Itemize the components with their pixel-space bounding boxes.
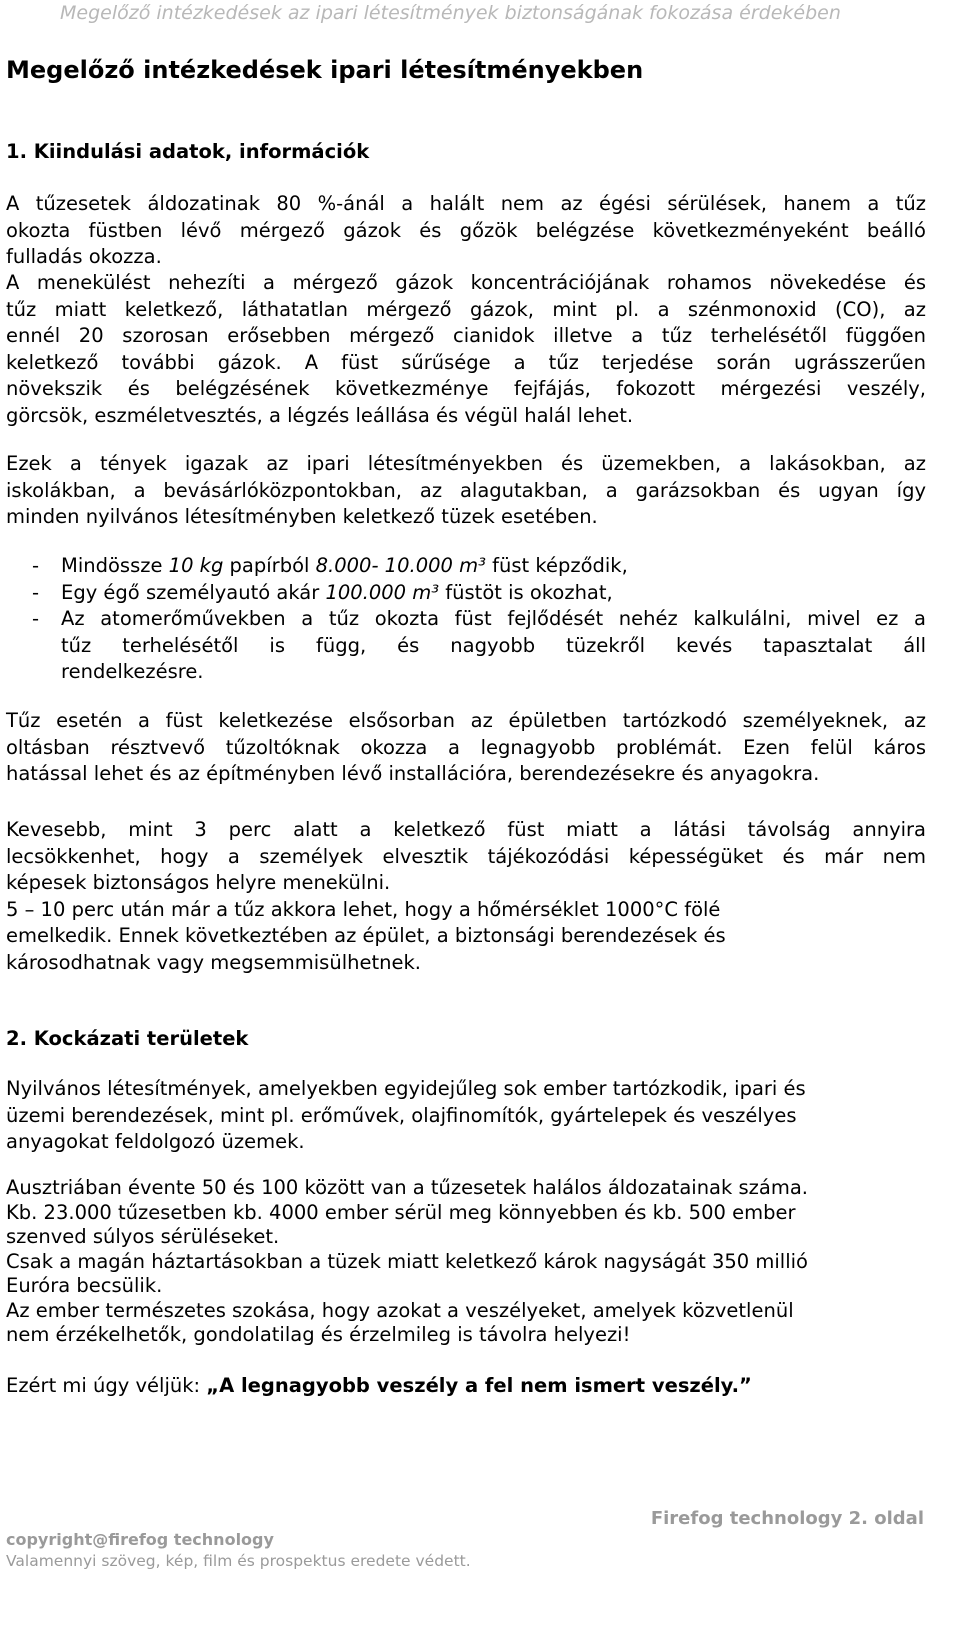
- text-line: Kevesebb, mint 3 perc alatt a keletkező füst miatt a látási távolság annyira: [6, 818, 926, 841]
- text-line: Az ember természetes szokása, hogy azokat a veszélyeket, amelyek közvetlenül: [6, 1298, 794, 1322]
- section-2-heading: 2. Kockázati területek: [6, 1027, 249, 1050]
- text-line: keletkező további gázok. A füst sűrűsége a tűz terjedése során ugrásszerűen: [6, 350, 926, 374]
- list-emphasis: 8.000- 10.000 m³: [315, 554, 486, 577]
- text-line: képesek biztonságos helyre menekülni.: [6, 871, 391, 894]
- text-line: rendelkezésre.: [61, 660, 204, 683]
- list-text: Mindössze: [61, 554, 169, 577]
- list-text: papírból: [223, 554, 316, 577]
- list-text: Egy égő személyautó akár: [61, 580, 326, 604]
- list-text: füstöt is okozhat,: [439, 580, 613, 604]
- section-1-paragraph-3: [6, 451, 926, 531]
- list-emphasis: 100.000 m³: [325, 580, 440, 604]
- list-item: [6, 606, 926, 686]
- text-line: A menekülést nehezíti a mérgező gázok koncentrációjának rohamos növekedése és: [6, 271, 926, 294]
- conclusion-statement: [6, 1374, 752, 1397]
- text-line: tűz miatt keletkező, láthatatlan mérgező gázok, mint pl. a szénmonoxid (CO), az: [6, 297, 926, 321]
- text-line: Euróra becsülik.: [6, 1274, 163, 1297]
- section-1-heading: 1. Kiindulási adatok, információk: [6, 140, 370, 163]
- text-line: minden nyilvános létesítményben keletkező tüzek esetében.: [6, 505, 598, 528]
- text-line: Ausztriában évente 50 és 100 között van a tűzesetek halálos áldozatainak száma.: [6, 1176, 808, 1199]
- footer-note: Valamennyi szöveg, kép, film és prospektus eredete védett.: [6, 1552, 471, 1570]
- list-emphasis: 10 kg: [168, 554, 224, 577]
- section-1-paragraph-1: [6, 191, 926, 271]
- text-line: nem érzékelhetők, gondolatilag és érzelmileg is távolra helyezi!: [6, 1323, 631, 1346]
- text-line: Tűz esetén a füst keletkezése elsősorban az épületben tartózkodó személyeknek, az: [6, 709, 926, 732]
- text-line: A tűzesetek áldozatinak 80 %-ánál a halált nem az égési sérülések, hanem a tűz: [6, 192, 926, 215]
- text-line: üzemi berendezések, mint pl. erőművek, olajfinomítók, gyártelepek és veszélyes: [6, 1103, 797, 1127]
- text-line: iskolákban, a bevásárlóközpontokban, az alagutakban, a garázsokban és ugyan így: [6, 478, 926, 502]
- text-line: okozta füstben lévő mérgező gázok és gőzök belégzése következményeként beálló: [6, 218, 926, 242]
- document-title: Megelőző intézkedések ipari létesítményekben: [6, 56, 644, 84]
- list-text: füst képződik,: [485, 554, 628, 577]
- text-line: oltásban résztvevő tűzoltóknak okozza a legnagyobb problémát. Ezen felül káros: [6, 735, 926, 759]
- text-line: tűz terhelésétől is függ, és nagyobb tüzekről kevés tapasztalat áll: [61, 633, 926, 657]
- smoke-facts-list: [6, 553, 926, 686]
- text-line: Az atomerőművekben a tűz okozta füst fejlődését nehéz kalkulálni, mivel ez a: [61, 607, 926, 630]
- list-item: [6, 580, 926, 607]
- footer-copyright: copyright@firefog technology: [6, 1530, 274, 1549]
- section-1-paragraph-4: [6, 708, 926, 788]
- section-1-paragraph-5: [6, 817, 926, 976]
- text-line: Nyilvános létesítmények, amelyekben egyidejűleg sok ember tartózkodik, ipari és: [6, 1077, 806, 1100]
- text-line: anyagokat feldolgozó üzemek.: [6, 1130, 305, 1153]
- text-line: görcsök, eszméletvesztés, a légzés leállása és végül halál lehet.: [6, 403, 634, 427]
- bullet-dash: -: [32, 607, 40, 630]
- text-line: emelkedik. Ennek következtében az épület, a biztonsági berendezések és: [6, 924, 726, 947]
- conclusion-prefix: Ezért mi úgy véljük:: [6, 1374, 207, 1397]
- section-1-paragraph-2: [6, 270, 926, 429]
- bullet-dash: -: [32, 554, 40, 577]
- footer-page-number: Firefog technology 2. oldal: [650, 1508, 924, 1529]
- text-line: ennél 20 szorosan erősebben mérgező cianidok illetve a tűz terhelésétől függően: [6, 324, 926, 347]
- text-line: Csak a magán háztartásokban a tüzek miatt keletkező károk nagyságát 350 millió: [6, 1249, 808, 1273]
- running-header: Megelőző intézkedések az ipari létesítmények biztonságának fokozása érdekében: [60, 2, 841, 24]
- bullet-dash: -: [32, 580, 40, 604]
- text-line: Kb. 23.000 tűzesetben kb. 4000 ember sérül meg könnyebben és kb. 500 ember: [6, 1200, 796, 1224]
- section-2-paragraph-1: [6, 1076, 926, 1156]
- text-line: 5 – 10 perc után már a tűz akkora lehet, hogy a hőmérséklet 1000°C fölé: [6, 897, 721, 921]
- conclusion-quote: „A legnagyobb veszély a fel nem ismert veszély.”: [206, 1374, 752, 1397]
- text-line: lecsökkenhet, hogy a személyek elvesztik tájékozódási képességüket és már nem: [6, 844, 926, 868]
- section-2-paragraph-2: [6, 1176, 926, 1348]
- text-line: Ezek a tények igazak az ipari létesítményekben és üzemekben, a lakásokban, az: [6, 452, 926, 475]
- text-line: fulladás okozza.: [6, 245, 162, 268]
- text-line: károsodhatnak vagy megsemmisülhetnek.: [6, 950, 421, 974]
- text-line: növekszik és belégzésének következménye fejfájás, fokozott mérgezési veszély,: [6, 377, 926, 400]
- text-line: szenved súlyos sérüléseket.: [6, 1225, 280, 1248]
- list-item: [6, 553, 926, 580]
- text-line: hatással lehet és az építményben lévő installációra, berendezésekre és anyagokra.: [6, 762, 820, 785]
